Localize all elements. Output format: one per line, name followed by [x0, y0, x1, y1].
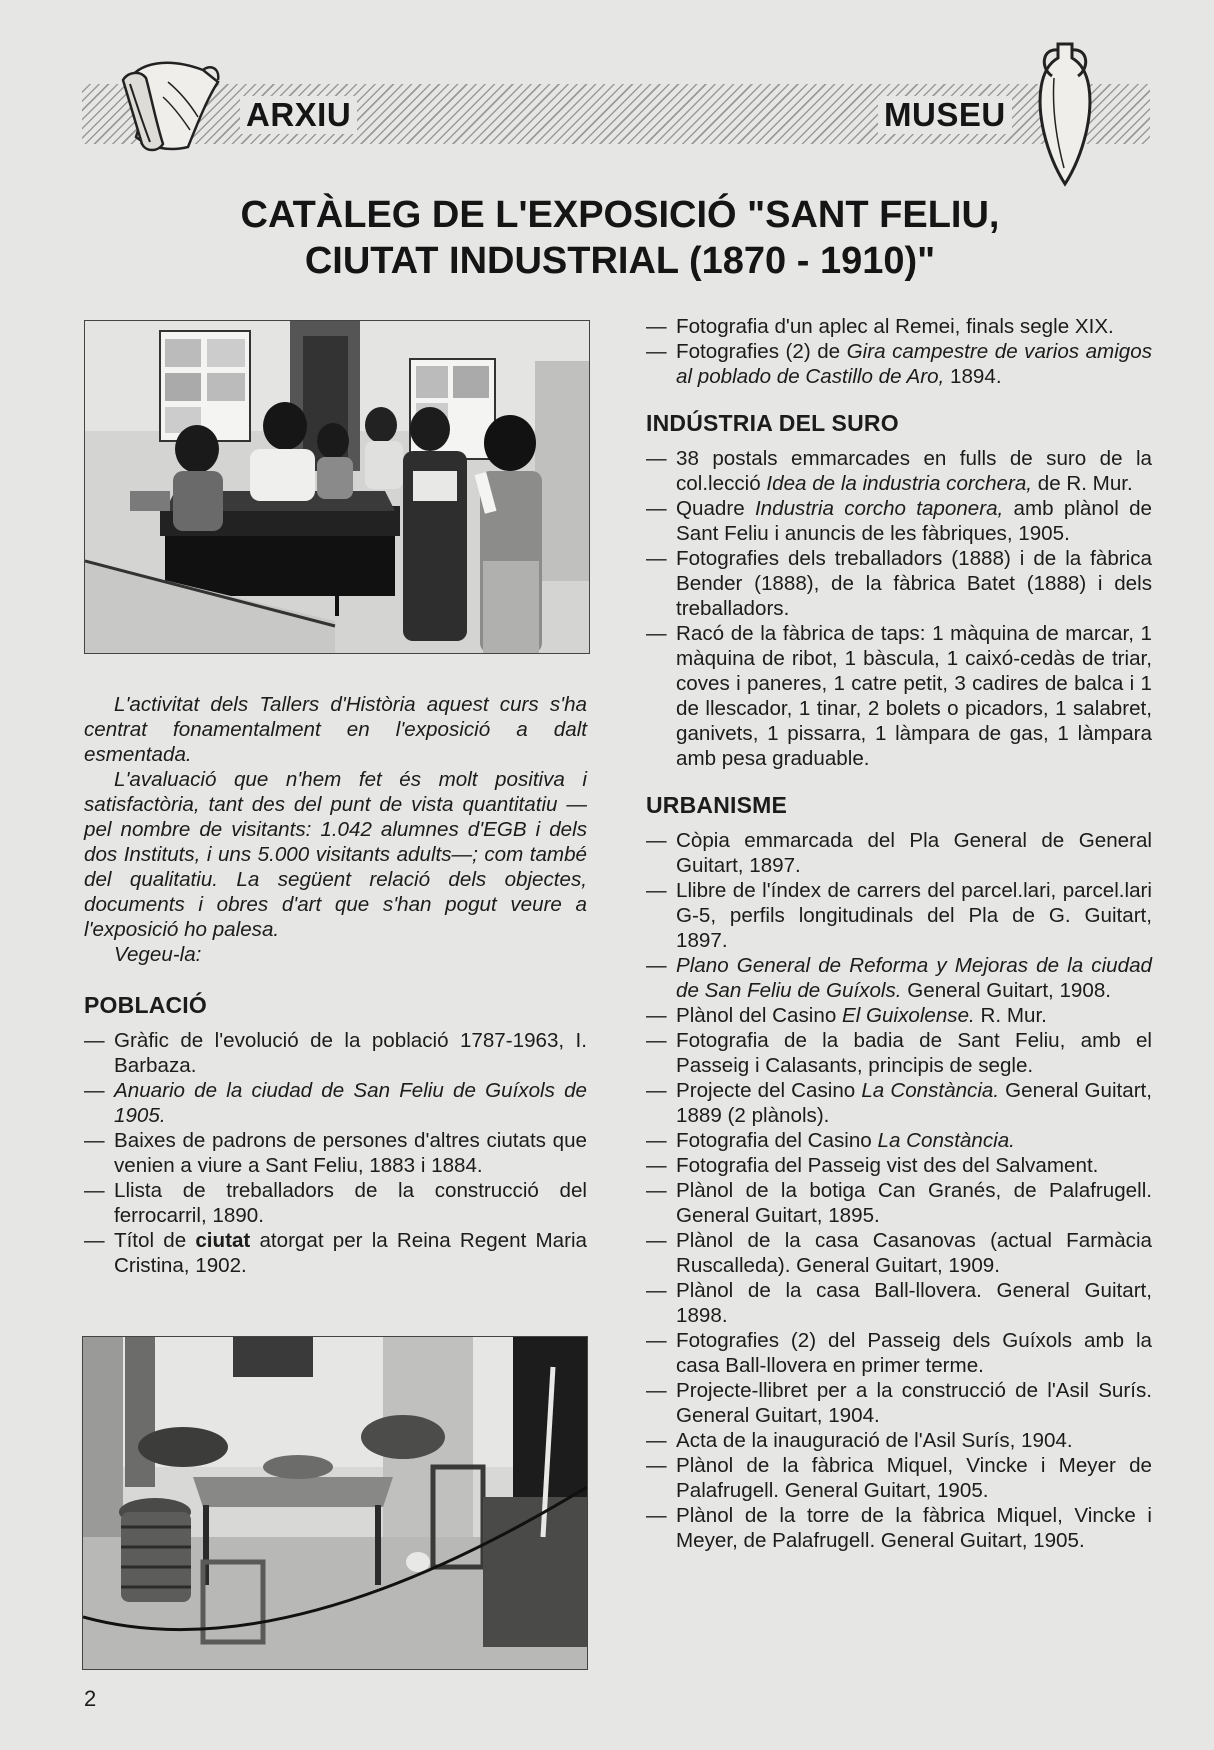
amphora-icon [1030, 38, 1100, 188]
list-item: — Quadre Industria corcho taponera, amb plànol de Sant Feliu i anuncis de les fàbriques, 1905. [646, 496, 1152, 546]
intro-paragraph-3: Vegeu-la: [114, 943, 202, 966]
title-line-1: CATÀLEG DE L'EXPOSICIÓ "SANT FELIU, [240, 194, 1000, 236]
list-item: — Llista de treballadors de la construcció del ferrocarril, 1890. [84, 1178, 587, 1228]
list-item: — Plànol de la torre de la fàbrica Miquel, Vincke i Meyer, de Palafrugell. General Guitart, 1905. [646, 1503, 1152, 1553]
cork-factory-corner-photo [82, 1336, 588, 1670]
section-heading-urbanisme: URBANISME [646, 792, 788, 818]
list-item: — Plànol de la fàbrica Miquel, Vincke i Meyer de Palafrugell. General Guitart, 1905. [646, 1453, 1152, 1503]
right-column [646, 314, 1152, 1553]
list-item: — Fotografia del Casino La Constància. [646, 1128, 1152, 1153]
list-item: — Baixes de padrons de persones d'altres ciutats que venien a viure a Sant Feliu, 1883 i 1884. [84, 1128, 587, 1178]
list-item: — Títol de ciutat atorgat per la Reina Regent Maria Cristina, 1902. [84, 1228, 587, 1278]
list-item: — Acta de la inauguració de l'Asil Surís, 1904. [646, 1428, 1152, 1453]
industria-list [646, 446, 1152, 771]
list-item: — Anuario de la ciudad de San Feliu de Guíxols de 1905. [84, 1078, 587, 1128]
page-title [170, 192, 1070, 284]
list-item: — Projecte-llibret per a la construcció de l'Asil Surís. General Guitart, 1904. [646, 1378, 1152, 1428]
list-item: — Fotografies (2) de Gira campestre de varios amigos al poblado de Castillo de Aro, 1894. [646, 339, 1152, 389]
list-item: — Plànol del Casino El Guixolense. R. Mur. [646, 1003, 1152, 1028]
exhibition-intro-list [646, 314, 1152, 389]
list-item: — Projecte del Casino La Constància. General Guitart, 1889 (2 plànols). [646, 1078, 1152, 1128]
title-line-2: CIUTAT INDUSTRIAL (1870 - 1910)" [304, 240, 936, 282]
list-item: — Fotografia de la badia de Sant Feliu, amb el Passeig i Calasants, principis de segle. [646, 1028, 1152, 1078]
list-item: — Llibre de l'índex de carrers del parcel.lari, parcel.lari G-5, perfils longitudinals del Pla de G. Guitart, 1897. [646, 878, 1152, 953]
list-item: — Fotografies (2) del Passeig dels Guíxols amb la casa Ball-llovera en primer terme. [646, 1328, 1152, 1378]
list-item: — Fotografia d'un aplec al Remei, finals segle XIX. [646, 314, 1152, 339]
section-heading-industria: INDÚSTRIA DEL SURO [646, 410, 899, 436]
intro-paragraph-1: L'activitat dels Tallers d'Història aquest curs s'ha centrat fonamentalment en l'exposició a dalt esmentada. [84, 693, 587, 766]
list-item: — Plànol de la casa Casanovas (actual Farmàcia Ruscalleda). General Guitart, 1909. [646, 1228, 1152, 1278]
list-item: — 38 postals emmarcades en fulls de suro de la col.lecció Idea de la industria corchera, de R. Mur. [646, 446, 1152, 496]
scroll-icon [108, 52, 228, 162]
intro-text [84, 692, 587, 1278]
exhibition-students-photo [84, 320, 590, 654]
list-item: — Racó de la fàbrica de taps: 1 màquina de marcar, 1 màquina de ribot, 1 bàscula, 1 caixó-cedàs de triar, coves i paneres, 1 catre petit, 3 cadires de balca i 1 de llescador, 1 tinar, 2 bolets o picadors, 1 salabret, ganivets, 1 pissarra, 1 làmpara de gas, 1 làmpara amb pesa graduable. [646, 621, 1152, 771]
list-item: — Plànol de la casa Ball-llovera. General Guitart, 1898. [646, 1278, 1152, 1328]
list-item: — Plano General de Reforma y Mejoras de la ciudad de San Feliu de Guíxols. General Guitart, 1908. [646, 953, 1152, 1003]
page-number: 2 [84, 1686, 97, 1711]
list-item: — Plànol de la botiga Can Granés, de Palafrugell. General Guitart, 1895. [646, 1178, 1152, 1228]
header-right-label: MUSEU [878, 96, 1012, 134]
list-item: — Fotografies dels treballadors (1888) i de la fàbrica Bender (1888), de la fàbrica Batet (1888) i dels treballadors. [646, 546, 1152, 621]
header-left-label: ARXIU [240, 96, 357, 134]
poblacio-list [84, 1028, 587, 1278]
list-item: — Fotografia del Passeig vist des del Salvament. [646, 1153, 1152, 1178]
section-heading-poblacio: POBLACIÓ [84, 992, 207, 1018]
list-item: — Gràfic de l'evolució de la població 1787-1963, I. Barbaza. [84, 1028, 587, 1078]
urbanisme-list [646, 828, 1152, 1553]
intro-paragraph-2: L'avaluació que n'hem fet és molt positiva i satisfactòria, tant des del punt de vista quantitatiu —pel nombre de visitants: 1.042 alumnes d'EGB i dels dos Instituts, i uns 5.000 visitants adults—; com també del qualitatiu. La següent relació dels objectes, documents i obres d'art que s'han pogut veure a l'exposició ho palesa. [84, 768, 587, 941]
list-item: — Còpia emmarcada del Pla General de General Guitart, 1897. [646, 828, 1152, 878]
